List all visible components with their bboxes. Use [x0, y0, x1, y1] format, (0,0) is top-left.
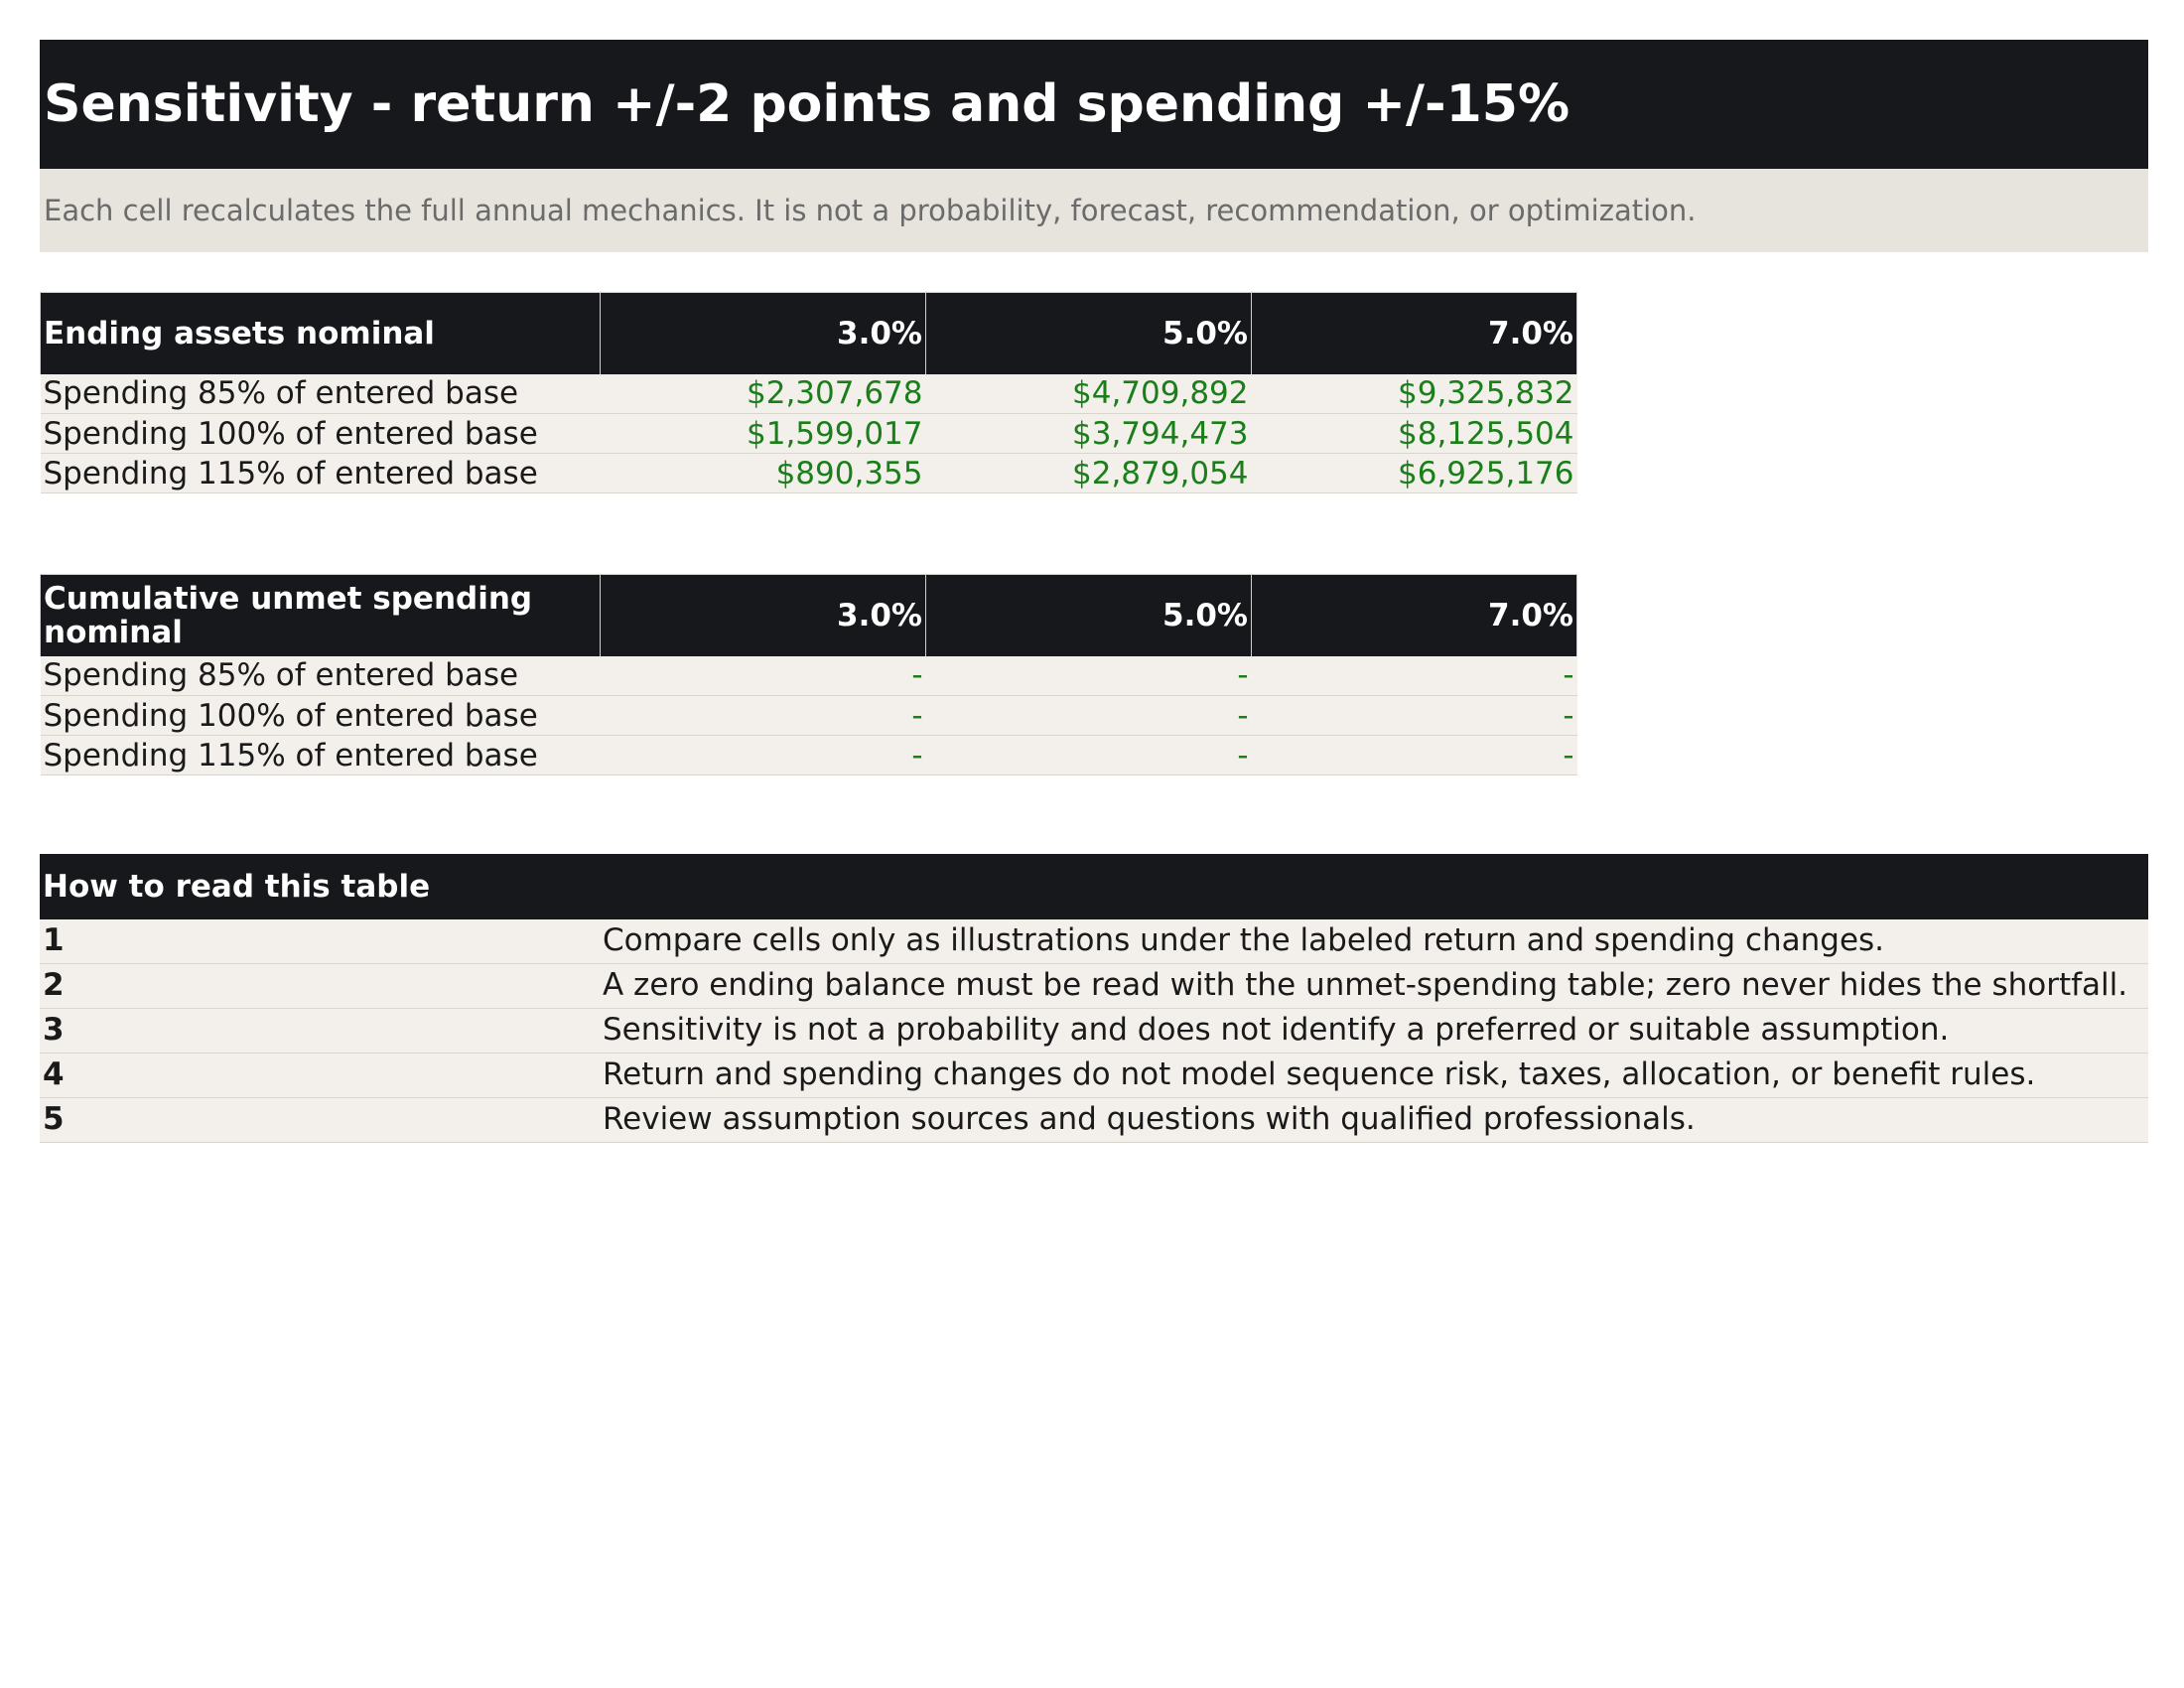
table-header-row — [41, 293, 1577, 374]
table-cell: - — [601, 656, 926, 696]
row-label: Spending 115% of entered base — [41, 454, 601, 493]
list-item — [40, 919, 2148, 964]
table-cell: $1,599,017 — [601, 414, 926, 454]
row-label: Spending 85% of entered base — [41, 656, 601, 696]
column-header-return-3: 3.0% — [601, 293, 926, 374]
note-text: A zero ending balance must be read with the unmet-spending table; zero never hides the shortfall. — [600, 964, 2148, 1009]
note-number: 2 — [40, 964, 600, 1009]
table-cell: $4,709,892 — [926, 374, 1252, 414]
ending-assets-header: Ending assets nominal — [41, 293, 601, 374]
list-item — [40, 1009, 2148, 1054]
unmet-spending-table — [40, 574, 1577, 775]
table-cell: $9,325,832 — [1252, 374, 1577, 414]
column-header-return-5: 5.0% — [926, 575, 1252, 656]
column-header-return-3: 3.0% — [601, 575, 926, 656]
unmet-spending-header: Cumulative unmet spending nominal — [41, 575, 601, 656]
note-text: Sensitivity is not a probability and does not identify a preferred or suitable assumption. — [600, 1009, 2148, 1054]
row-label: Spending 100% of entered base — [41, 696, 601, 736]
list-item — [40, 1098, 2148, 1143]
table-cell: $890,355 — [601, 454, 926, 493]
table-cell: $6,925,176 — [1252, 454, 1577, 493]
note-text: Return and spending changes do not model sequence risk, taxes, allocation, or benefit rules. — [600, 1054, 2148, 1098]
page-title: Sensitivity - return +/-2 points and spending +/-15% — [40, 40, 2148, 169]
table-cell: - — [926, 696, 1252, 736]
table-row — [41, 736, 1577, 775]
note-number: 1 — [40, 919, 600, 964]
table-cell: - — [1252, 736, 1577, 775]
table-cell: $2,307,678 — [601, 374, 926, 414]
table-cell: - — [601, 696, 926, 736]
note-number: 5 — [40, 1098, 600, 1143]
how-to-read-header: How to read this table — [40, 854, 2148, 919]
table-cell: - — [601, 736, 926, 775]
table-header-row — [41, 575, 1577, 656]
table-cell: - — [1252, 696, 1577, 736]
table-row — [41, 656, 1577, 696]
row-label: Spending 85% of entered base — [41, 374, 601, 414]
table-cell: $2,879,054 — [926, 454, 1252, 493]
page-subtitle: Each cell recalculates the full annual mechanics. It is not a probability, forecast, recommendation, or optimization. — [40, 169, 2148, 252]
table-row — [41, 454, 1577, 493]
table-header-row — [40, 854, 2148, 919]
table-row — [41, 414, 1577, 454]
how-to-read-table — [40, 854, 2148, 1143]
note-text: Compare cells only as illustrations under the labeled return and spending changes. — [600, 919, 2148, 964]
column-header-return-5: 5.0% — [926, 293, 1252, 374]
table-cell: $3,794,473 — [926, 414, 1252, 454]
row-label: Spending 115% of entered base — [41, 736, 601, 775]
table-row — [41, 374, 1577, 414]
ending-assets-table — [40, 292, 1577, 493]
note-number: 4 — [40, 1054, 600, 1098]
row-label: Spending 100% of entered base — [41, 414, 601, 454]
note-text: Review assumption sources and questions with qualified professionals. — [600, 1098, 2148, 1143]
column-header-return-7: 7.0% — [1252, 293, 1577, 374]
column-header-return-7: 7.0% — [1252, 575, 1577, 656]
note-number: 3 — [40, 1009, 600, 1054]
table-cell: - — [926, 656, 1252, 696]
table-cell: - — [1252, 656, 1577, 696]
table-row — [41, 696, 1577, 736]
list-item — [40, 1054, 2148, 1098]
list-item — [40, 964, 2148, 1009]
table-cell: - — [926, 736, 1252, 775]
table-cell: $8,125,504 — [1252, 414, 1577, 454]
